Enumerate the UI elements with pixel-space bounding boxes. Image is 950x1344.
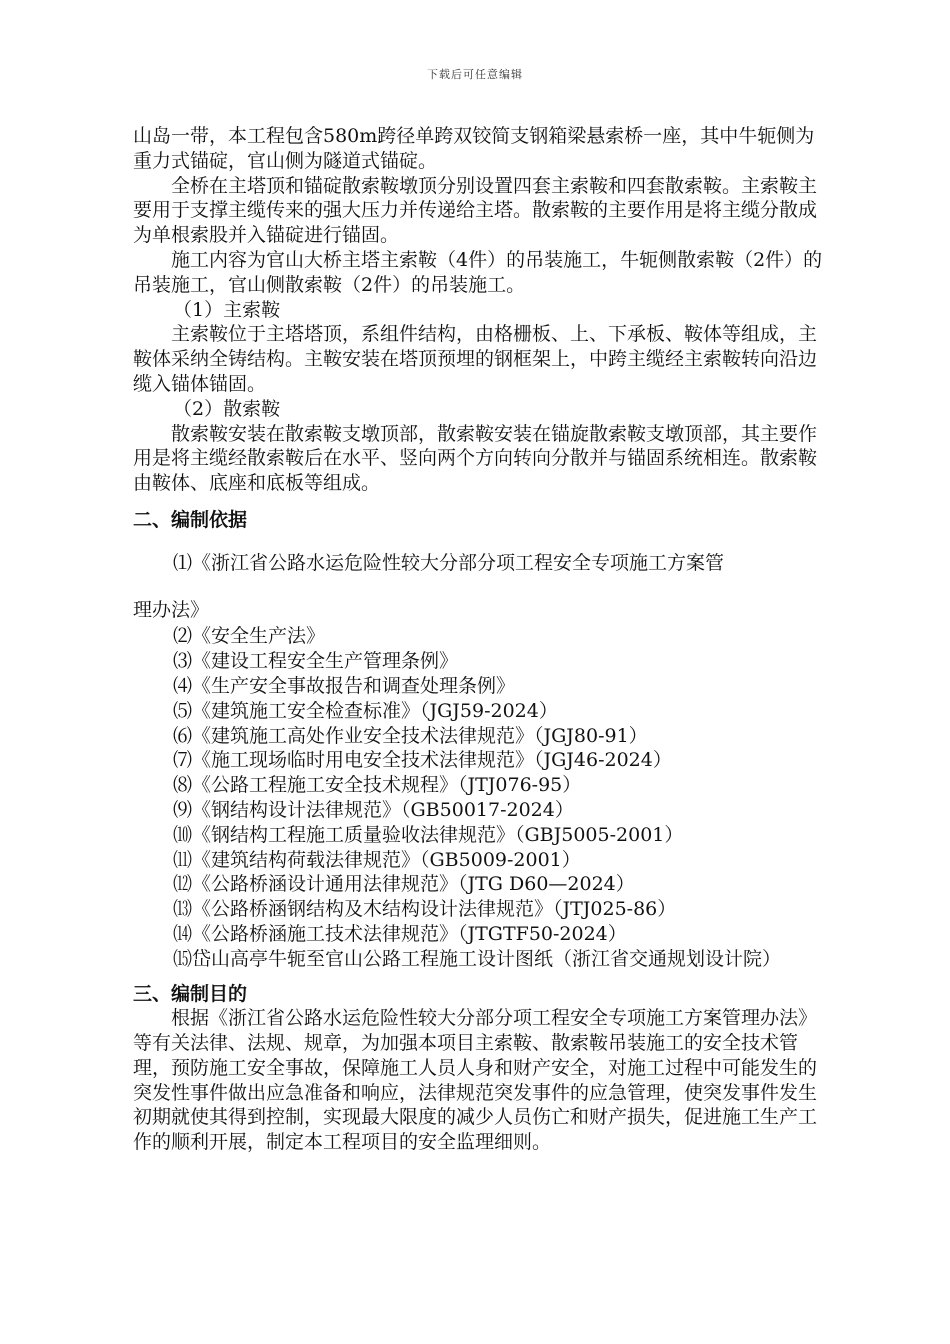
reference-item: ⑶《建设工程安全生产管理条例》	[173, 650, 459, 673]
reference-item: ⒀《公路桥涵钢结构及木结构设计法律规范》（JTJ025-86）	[173, 898, 677, 921]
reference-item: ⑵《安全生产法》	[173, 625, 326, 648]
reference-item-1: ⑴《浙江省公路水运危险性较大分部分项工程安全专项施工方案管	[173, 551, 725, 574]
section-3-body: 根据《浙江省公路水运危险性较大分部分项工程安全专项施工方案管理办法》等有关法律、法规、规章，为加强本项目主索鞍、散索鞍吊装施工的安全技术管理，预防施工安全事故，保障施工人员人身和财产安全，对施工过程中可能发生的突发性事件做出应急准备和响应，法律规范突发事件的应急管理，使突发事件发生初期就使其得到控制，实现最大限度的减少人员伤亡和财产损失，促进施工生产工作的顺利开展，制定本工程项目的安全监理细则。	[133, 1007, 818, 1154]
reference-item: ⑻《公路工程施工安全技术规程》（JTJ076-95）	[173, 774, 582, 797]
intro-paragraph-2: 全桥在主塔顶和锚碇散索鞍墩顶分别设置四套主索鞍和四套散索鞍。主索鞍主要用于支撑主缆传来的强大压力并传递给主塔。散索鞍的主要作用是将主缆分散成为单根索股并入锚碇进行锚固。	[133, 174, 818, 247]
reference-item: ⑸《建筑施工安全检查标准》（JGJ59-2024）	[173, 699, 558, 722]
reference-list	[133, 624, 833, 946]
section-3-heading: 三、编制目的	[133, 982, 248, 1005]
intro-paragraph-3: 施工内容为官山大桥主塔主索鞍（4件）的吊装施工，牛轭侧散索鞍（2件）的吊装施工，官山侧散索鞍（2件）的吊装施工。	[133, 248, 823, 296]
document-body	[133, 124, 833, 1155]
reference-item-15: ⒂岱山高亭牛轭至官山公路工程施工设计图纸（浙江省交通规划设计院）	[173, 947, 782, 970]
reference-item: ⑼《钢结构设计法律规范》（GB50017-2024）	[173, 798, 574, 821]
intro-paragraph-1: 山岛一带，本工程包含580m跨径单跨双铰简支钢箱梁悬索桥一座，其中牛轭侧为重力式锚碇，官山侧为隧道式锚碇。	[133, 125, 815, 172]
subsection-body-main-saddle: 主索鞍位于主塔塔顶，系组件结构，由格栅板、上、下承板、鞍体等组成，主鞍体采纳全铸结构。主鞍安装在塔顶预埋的钢框架上，中跨主缆经主索鞍转向沿边缆入锚体锚固。	[133, 323, 818, 395]
reference-item-1-continued: 理办法》	[133, 598, 210, 621]
reference-item: ⑺《施工现场临时用电安全技术法律规范》（JGJ46-2024）	[173, 749, 672, 772]
reference-item: ⑷《生产安全事故报告和调查处理条例》	[173, 674, 516, 697]
reference-item: ⑽《钢结构工程施工质量验收法律规范》（GBJ5005-2001）	[173, 823, 684, 846]
subsection-body-splay-saddle: 散索鞍安装在散索鞍支墩顶部，散索鞍安装在锚旋散索鞍支墩顶部，其主要作用是将主缆经散索鞍后在水平、竖向两个方向转向分散并与锚固系统相连。散索鞍由鞍体、底座和底板等组成。	[133, 422, 818, 495]
reference-item: ⑿《公路桥涵设计通用法律规范》（JTG D60—2024）	[173, 873, 635, 896]
reference-item: ⑹《建筑施工高处作业安全技术法律规范》（JGJ80-91）	[173, 724, 648, 747]
reference-item: ⑾《建筑结构荷载法律规范》（GB5009-2001）	[173, 848, 581, 871]
page-header-note: 下载后可任意编辑	[427, 68, 523, 81]
subsection-title-main-saddle: （1）主索鞍	[173, 298, 281, 321]
section-2-heading: 二、编制依据	[133, 508, 248, 531]
subsection-title-splay-saddle: （2）散索鞍	[173, 397, 281, 420]
reference-item: ⒁《公路桥涵施工技术法律规范》（JTGTF50-2024）	[173, 922, 627, 945]
